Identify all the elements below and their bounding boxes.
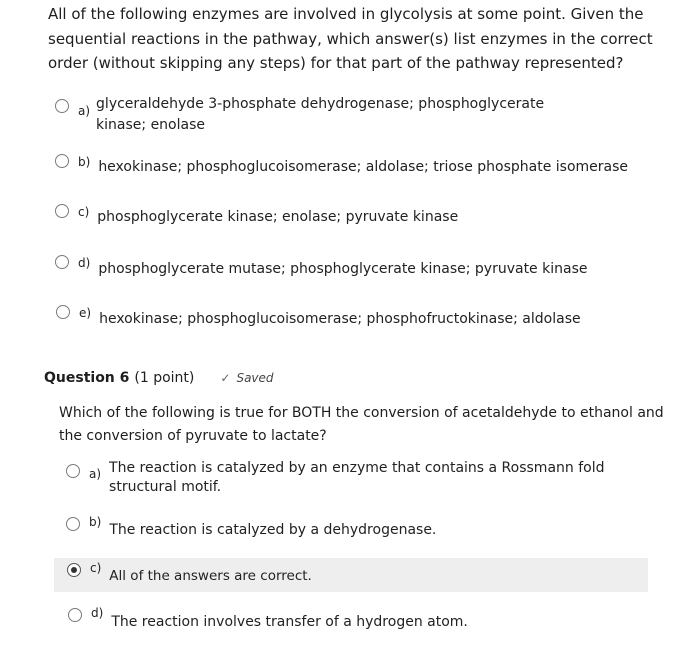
q6-option-a-text: The reaction is catalyzed by an enzyme that contains a Rossmann fold structural motif. — [109, 460, 605, 495]
q6-option-a[interactable] — [66, 460, 666, 497]
q5-option-b[interactable] — [55, 154, 628, 177]
q6-option-c-letter: c) — [90, 561, 102, 575]
check-icon: ✓ — [220, 371, 231, 385]
q6-option-d[interactable] — [68, 608, 468, 632]
q5-option-c-letter: c) — [78, 205, 90, 219]
q6-option-b-text: The reaction is catalyzed by a dehydrogenase. — [109, 522, 437, 538]
question-6-title: Question 6 — [44, 370, 130, 386]
q5-option-e-text: hexokinase; phosphoglucoisomerase; phosphofructokinase; aldolase — [99, 311, 581, 327]
q5-option-b-letter: b) — [78, 155, 91, 169]
q5-option-d-radio[interactable] — [55, 255, 69, 269]
q5-option-a-radio[interactable] — [55, 99, 69, 113]
question-6-text: Which of the following is true for BOTH the conversion of acetaldehyde to ethanol and the conversion of pyruvate to lactate? — [59, 405, 664, 444]
q5-option-a[interactable] — [55, 96, 655, 136]
question-5-text: All of the following enzymes are involved in glycolysis at some point. Given the sequential reactions in the pathway, which answer(s) list enzymes in the correct order (without skipping any steps) for that part of the pathway represented? — [48, 5, 653, 72]
q5-option-d-text: phosphoglycerate mutase; phosphoglycerate kinase; pyruvate kinase — [98, 261, 588, 277]
saved-status: Saved — [236, 371, 274, 385]
q6-option-a-letter: a) — [89, 467, 102, 481]
q5-option-c[interactable] — [55, 204, 458, 227]
q6-option-a-radio[interactable] — [66, 464, 80, 478]
q5-option-b-text: hexokinase; phosphoglucoisomerase; aldolase; triose phosphate isomerase — [98, 159, 629, 175]
q6-option-b[interactable] — [66, 517, 436, 540]
q6-option-b-radio[interactable] — [66, 517, 80, 531]
q6-option-d-text: The reaction involves transfer of a hydrogen atom. — [111, 614, 468, 630]
q6-option-c[interactable] — [67, 563, 312, 586]
q5-option-c-radio[interactable] — [55, 204, 69, 218]
question-6-header — [44, 370, 274, 386]
q6-option-d-radio[interactable] — [68, 608, 82, 622]
q5-option-b-radio[interactable] — [55, 154, 69, 168]
q5-option-d-letter: d) — [78, 256, 91, 270]
q5-option-a-text: glyceraldehyde 3-phosphate dehydrogenase; phosphoglycerate kinase; enolase — [96, 96, 545, 133]
q5-option-e-radio[interactable] — [56, 305, 70, 319]
q5-option-a-letter: a) — [78, 104, 91, 118]
q6-option-c-radio-selected[interactable] — [67, 563, 81, 577]
q6-option-d-letter: d) — [91, 606, 104, 620]
question-6-points: (1 point) — [134, 370, 195, 386]
q6-option-c-text: All of the answers are correct. — [109, 568, 312, 584]
q5-option-e-letter: e) — [79, 306, 92, 320]
q5-option-d[interactable] — [55, 255, 587, 279]
q5-option-e[interactable] — [56, 305, 581, 329]
q6-option-b-letter: b) — [89, 515, 102, 529]
q5-option-c-text: phosphoglycerate kinase; enolase; pyruvate kinase — [97, 209, 459, 225]
